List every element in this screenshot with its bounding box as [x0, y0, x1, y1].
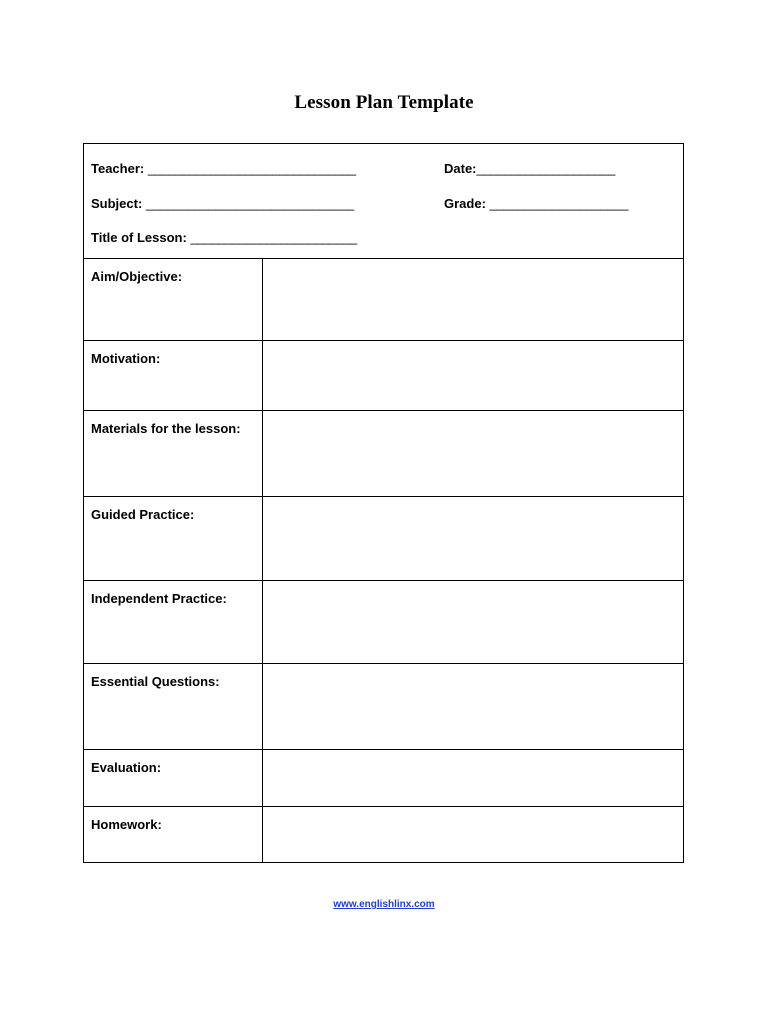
grade-blank[interactable]: ____________________: [489, 196, 629, 211]
title-of-lesson-label: Title of Lesson:: [91, 230, 187, 245]
title-of-lesson-field[interactable]: [91, 230, 357, 246]
subject-blank[interactable]: ______________________________: [145, 196, 354, 211]
section-entry-motivation[interactable]: [262, 341, 683, 410]
page-title: Lesson Plan Template: [294, 92, 474, 113]
date-blank[interactable]: ____________________: [476, 161, 616, 176]
section-row-guided-practice: [84, 497, 683, 581]
teacher-label: Teacher:: [91, 161, 145, 176]
date-label: Date:: [444, 161, 477, 176]
section-label: Aim/Objective:: [91, 269, 183, 284]
section-row-homework: [84, 807, 683, 862]
section-entry-evaluation[interactable]: [262, 750, 683, 806]
section-entry-essential-questions[interactable]: [262, 664, 683, 749]
section-row-evaluation: [84, 750, 683, 807]
grade-field[interactable]: [444, 196, 628, 212]
section-label: Essential Questions:: [91, 674, 220, 689]
section-label: Evaluation:: [91, 760, 162, 775]
subject-field[interactable]: [91, 196, 354, 212]
section-entry-materials[interactable]: [262, 411, 683, 496]
date-field[interactable]: [444, 161, 615, 177]
section-label: Guided Practice:: [91, 507, 195, 522]
section-entry-homework[interactable]: [262, 807, 683, 862]
section-label: Independent Practice:: [91, 591, 227, 606]
form-header: [84, 144, 683, 259]
section-row-aim-objective: [84, 259, 683, 341]
section-entry-aim-objective[interactable]: [262, 259, 683, 340]
teacher-field[interactable]: [91, 161, 356, 177]
section-label: Homework:: [91, 817, 162, 832]
title-of-lesson-blank[interactable]: ________________________: [190, 230, 357, 245]
section-row-materials: [84, 411, 683, 497]
grade-label: Grade:: [444, 196, 486, 211]
section-label: Motivation:: [91, 351, 161, 366]
lesson-plan-form: [83, 143, 684, 863]
section-row-essential-questions: [84, 664, 683, 750]
section-row-motivation: [84, 341, 683, 411]
section-entry-independent-practice[interactable]: [262, 581, 683, 663]
section-label: Materials for the lesson:: [91, 421, 241, 436]
section-entry-guided-practice[interactable]: [262, 497, 683, 580]
footer-website-link[interactable]: www.englishlinx.com: [333, 899, 435, 910]
section-row-independent-practice: [84, 581, 683, 664]
teacher-blank[interactable]: ______________________________: [147, 161, 356, 176]
subject-label: Subject:: [91, 196, 143, 211]
